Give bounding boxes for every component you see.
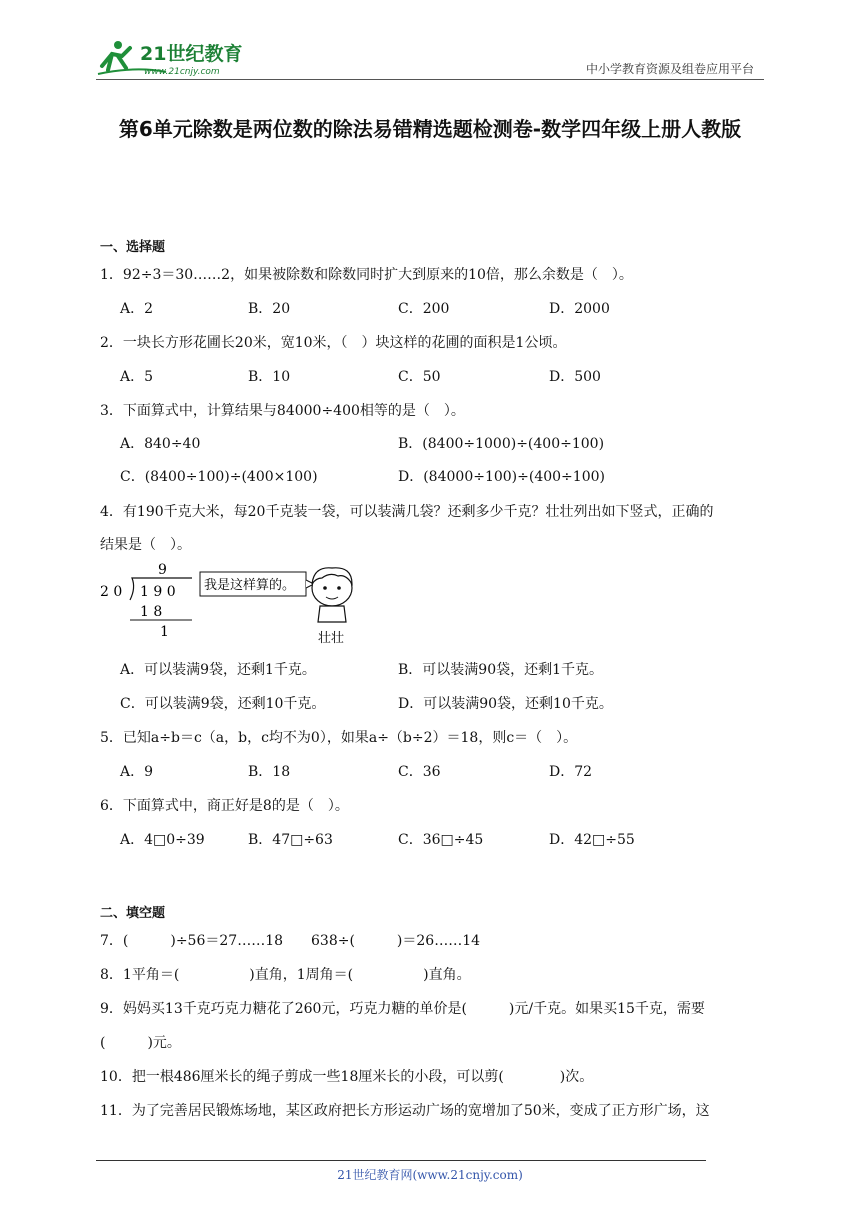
- q2-option-a: A．5: [120, 369, 154, 385]
- question-4-line1: 4．有190千克大米，每20千克装一袋，可以装满几袋？还剩多少千克？壮壮列出如下竖式，正确的: [100, 504, 714, 520]
- q3-option-c: C．(8400÷100)÷(400×100): [120, 469, 318, 485]
- q6-option-c: C．36□÷45: [398, 832, 484, 848]
- boy-icon: [312, 568, 352, 622]
- product: 1 8: [140, 604, 163, 620]
- question-4-line2: 结果是（ ）。: [100, 537, 191, 553]
- question-6: 6．下面算式中，商正好是8的是（ ）。: [100, 798, 349, 814]
- question-3: 3．下面算式中，计算结果与84000÷400相等的是（ ）。: [100, 403, 465, 419]
- q2-option-b: B．10: [248, 369, 291, 385]
- q6-option-d: D．42□÷55: [549, 832, 635, 848]
- question-10: 10．把一根486厘米长的绳子剪成一些18厘米长的小段，可以剪( )次。: [100, 1069, 594, 1085]
- platform-label: 中小学教育资源及组卷应用平台: [585, 62, 754, 76]
- footer-text[interactable]: 21世纪教育网(www.21cnjy.com): [337, 1168, 523, 1182]
- q3-option-b: B．(8400÷1000)÷(400÷100): [398, 436, 605, 452]
- section-heading-fill: 二、填空题: [100, 906, 166, 921]
- q4-option-c: C．可以装满9袋，还剩10千克。: [120, 696, 326, 712]
- speech-bubble-text: 我是这样算的。: [204, 578, 296, 593]
- q1-option-d: D．2000: [549, 301, 610, 317]
- question-2: 2．一块长方形花圃长20米，宽10米，（ ）块这样的花圃的面积是1公顷。: [100, 335, 567, 351]
- remainder: 1: [160, 624, 169, 640]
- long-division-figure: [100, 562, 360, 648]
- q2-option-c: C．50: [398, 369, 441, 385]
- site-logo: [96, 36, 266, 80]
- q6-option-b: B．47□÷63: [248, 832, 333, 848]
- q2-option-d: D．500: [549, 369, 601, 385]
- q5-option-d: D．72: [549, 764, 593, 780]
- divisor: 2 0: [100, 584, 123, 600]
- section-heading-choice: 一、选择题: [100, 240, 166, 255]
- quotient: 9: [158, 562, 167, 578]
- question-5: 5．已知a÷b＝c（a，b，c均不为0），如果a÷（b÷2）＝18，则c＝（ ）。: [100, 730, 578, 746]
- footer-divider: [96, 1160, 706, 1161]
- q5-option-b: B．18: [248, 764, 291, 780]
- q4-option-b: B．可以装满90袋，还剩1千克。: [398, 662, 604, 678]
- question-11: 11．为了完善居民锻炼场地，某区政府把长方形运动广场的宽增加了50米，变成了正方形广场，这: [100, 1103, 710, 1119]
- q3-option-a: A．840÷40: [120, 436, 201, 452]
- question-9-line2: ( )元。: [100, 1035, 181, 1051]
- page-title: 第6单元除数是两位数的除法易错精选题检测卷-数学四年级上册人教版: [118, 117, 742, 141]
- question-8: 8．1平角＝( )直角，1周角＝( )直角。: [100, 967, 471, 983]
- q3-option-d: D．(84000÷100)÷(400÷100): [398, 469, 605, 485]
- svg-text:21世纪教育: 21世纪教育: [140, 43, 243, 65]
- question-9-line1: 9．妈妈买13千克巧克力糖花了260元，巧克力糖的单价是( )元/千克。如果买15千克，需要: [100, 1001, 705, 1017]
- question-7: 7．( )÷56＝27……18 638÷( )＝26……14: [100, 933, 481, 949]
- q1-option-c: C．200: [398, 301, 450, 317]
- q6-option-a: A．4□0÷39: [120, 832, 205, 848]
- svg-text:www.21cnjy.com: www.21cnjy.com: [144, 67, 220, 77]
- header-divider: [96, 79, 764, 80]
- q1-option-b: B．20: [248, 301, 291, 317]
- q4-option-a: A．可以装满9袋，还剩1千克。: [120, 662, 316, 678]
- q5-option-c: C．36: [398, 764, 441, 780]
- q4-option-d: D．可以装满90袋，还剩10千克。: [398, 696, 613, 712]
- q5-option-a: A．9: [120, 764, 154, 780]
- question-1: 1．92÷3＝30……2，如果被除数和除数同时扩大到原来的10倍，那么余数是（ ）。: [100, 267, 633, 283]
- boy-name: 壮壮: [318, 631, 345, 646]
- dividend: 1 9 0: [140, 584, 176, 600]
- q1-option-a: A．2: [120, 301, 154, 317]
